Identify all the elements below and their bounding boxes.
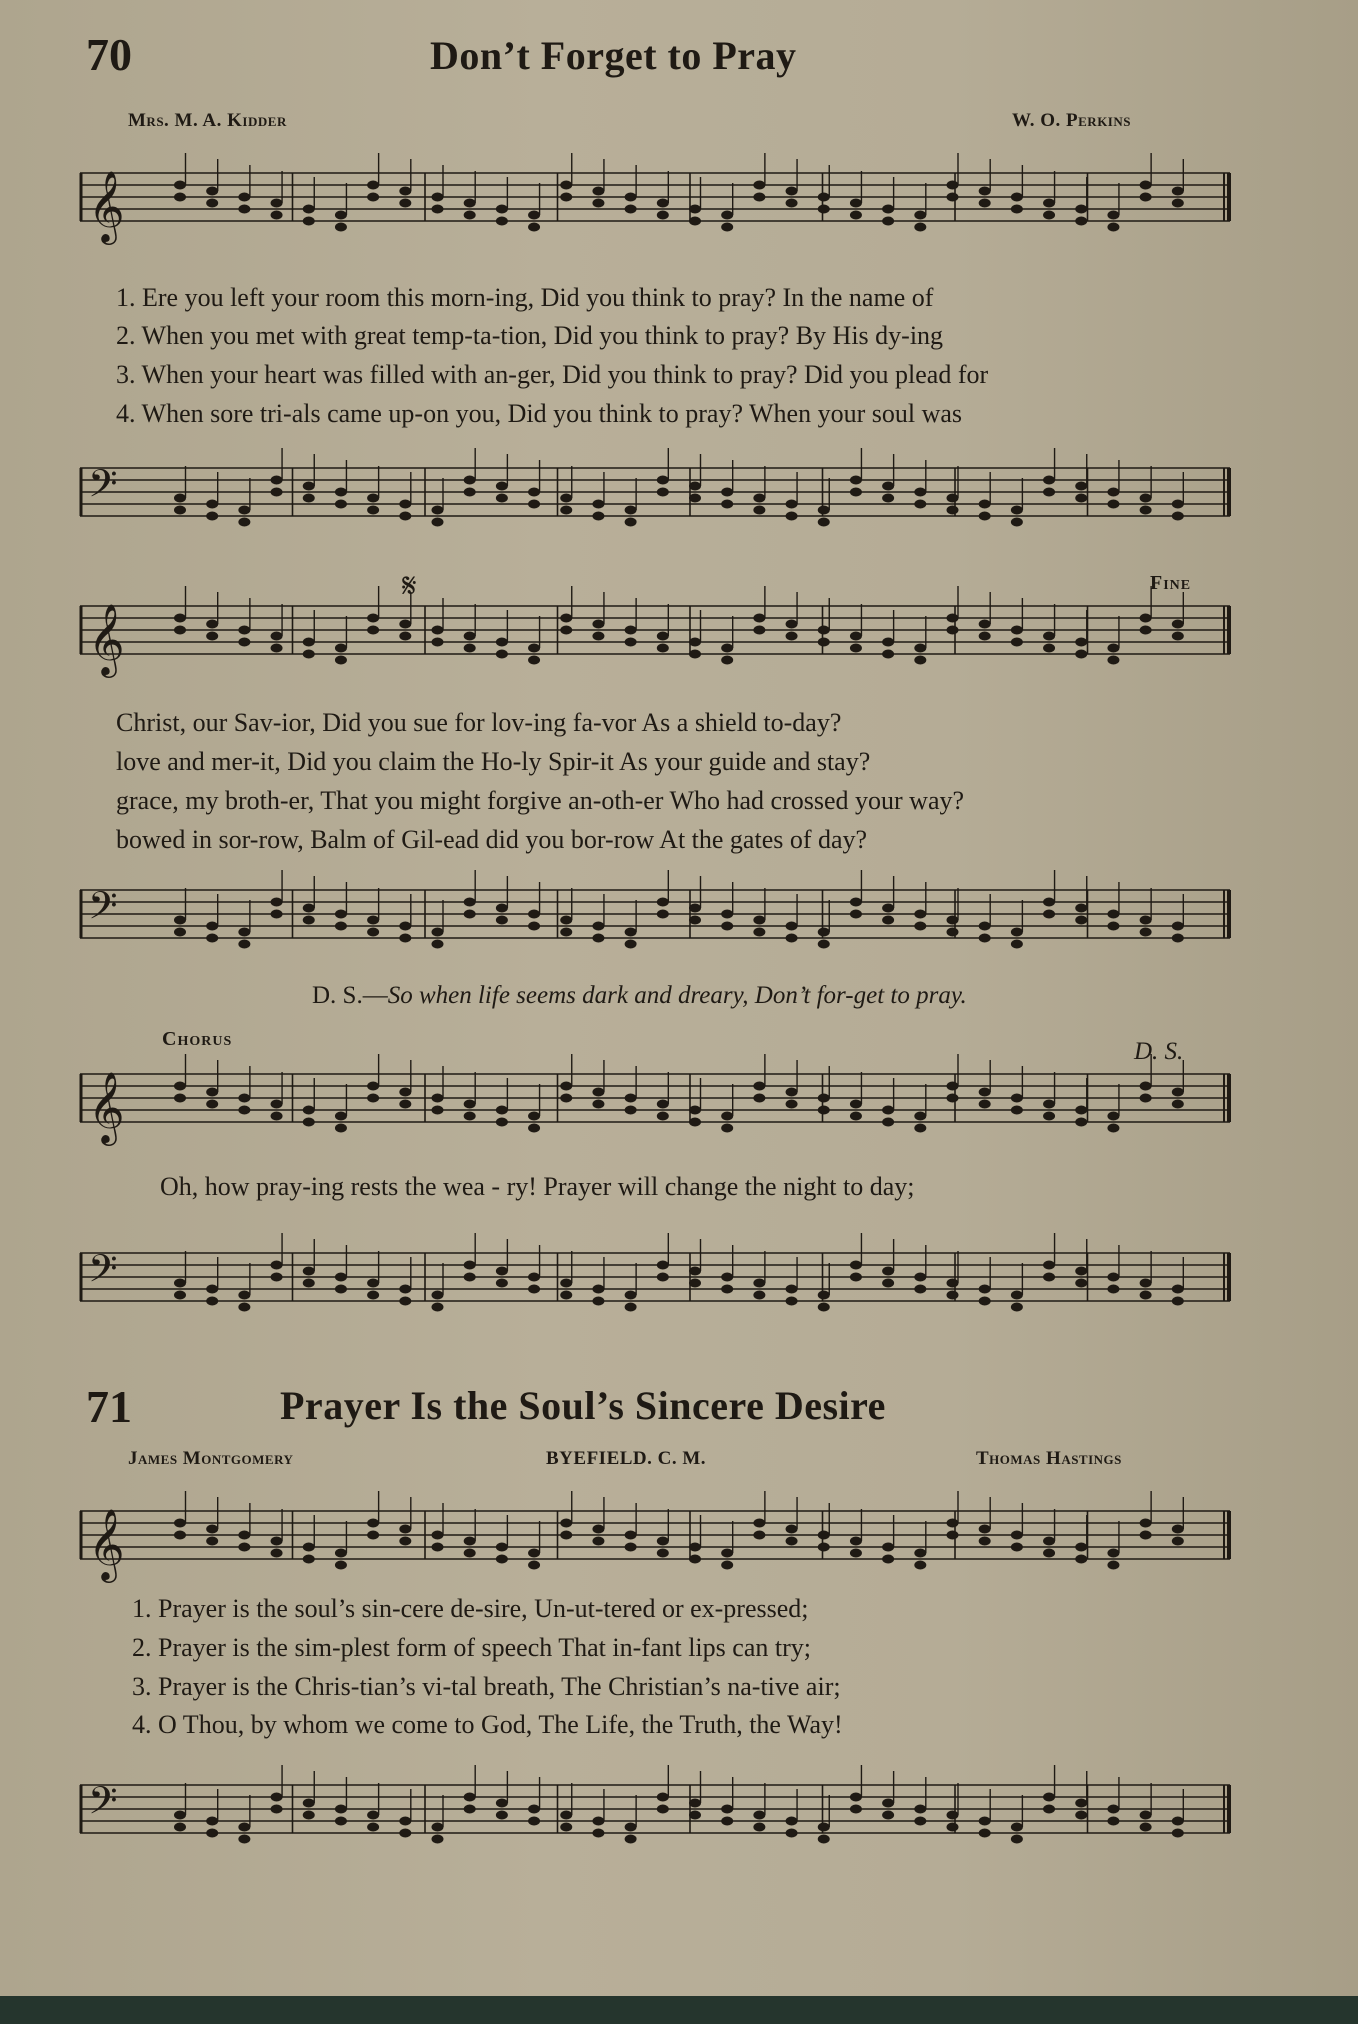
lyric-line: 3. When your heart was filled with an-ger, Did you think to pray? Did you plead for	[116, 360, 989, 389]
svg-text:𝄞: 𝄞	[88, 602, 125, 675]
svg-text:𝄢: 𝄢	[88, 883, 118, 937]
lyric-line: 1. Prayer is the soul’s sin-cere de-sire, Un-ut-tered or ex-pressed;	[132, 1594, 809, 1623]
lyric-line: grace, my broth-er, That you might forgive an-oth-er Who had crossed your way?	[116, 786, 965, 815]
music-staff	[80, 1245, 1230, 1315]
music-staff	[80, 1066, 1230, 1143]
hymn-71-author: James Montgomery	[128, 1448, 294, 1469]
hymn-71-title: Prayer Is the Soul’s Sincere Desire	[280, 1383, 886, 1428]
svg-text:𝄢: 𝄢	[88, 461, 118, 515]
lyric-line: love and mer-it, Did you claim the Ho-ly Spir-it As your guide and stay?	[116, 747, 871, 776]
lyric-line: 2. When you met with great temp-ta-tion, Did you think to pray? By His dy-ing	[116, 321, 944, 350]
dal-segno-text: So when life seems dark and dreary, Don’t for-get to pray.	[387, 982, 967, 1009]
music-staff	[80, 460, 1230, 530]
svg-text:𝄢: 𝄢	[88, 1778, 118, 1832]
svg-text:𝄢: 𝄢	[88, 1246, 118, 1300]
music-staff	[80, 1777, 1230, 1847]
lyric-line: 1. Ere you left your room this morn-ing, Did you think to pray? In the name of	[116, 283, 934, 312]
music-staff	[80, 882, 1230, 952]
dal-segno-prefix: D. S.—	[312, 982, 388, 1009]
lyric-line: 4. O Thou, by whom we come to God, The Life, the Truth, the Way!	[132, 1710, 843, 1739]
lyric-line: bowed in sor-row, Balm of Gil-ead did you bor-row At the gates of day?	[116, 825, 868, 854]
hymn-71-composer: Thomas Hastings	[976, 1448, 1122, 1469]
hymn-70-composer: W. O. Perkins	[1012, 110, 1131, 131]
music-staff	[80, 165, 1230, 242]
hymn-70-title: Don’t Forget to Pray	[430, 33, 797, 78]
dal-segno-line	[312, 982, 967, 1010]
lyric-line: Christ, our Sav-ior, Did you sue for lov-ing fa-vor As a shield to-day?	[116, 708, 842, 737]
page-bottom-edge	[0, 1996, 1358, 2024]
lyric-line: 2. Prayer is the sim-plest form of speech That in-fant lips can try;	[132, 1633, 811, 1662]
dal-segno-mark: D. S.	[1134, 1038, 1184, 1065]
music-staff	[80, 598, 1230, 675]
svg-text:𝄞: 𝄞	[88, 1507, 125, 1580]
lyric-line: 3. Prayer is the Chris-tian’s vi-tal breath, The Christian’s na-tive air;	[132, 1672, 841, 1701]
hymn-71-tune: BYEFIELD. C. M.	[546, 1448, 707, 1469]
hymn-70-number: 70	[86, 29, 132, 80]
lyric-line: 4. When sore tri-als came up-on you, Did you think to pray? When your soul was	[116, 399, 963, 428]
svg-text:𝄞: 𝄞	[88, 1070, 125, 1143]
hymn-70-author: Mrs. M. A. Kidder	[128, 110, 287, 131]
hymn-71-number: 71	[86, 1381, 132, 1432]
music-staff	[80, 1503, 1230, 1580]
svg-text:𝄞: 𝄞	[88, 169, 125, 242]
segno-sign: 𝄋	[402, 568, 417, 605]
chorus-lyric-line: Oh, how pray-ing rests the wea - ry! Prayer will change the night to day;	[160, 1172, 915, 1201]
fine-label: Fine	[1150, 572, 1192, 594]
chorus-label: Chorus	[162, 1028, 233, 1050]
